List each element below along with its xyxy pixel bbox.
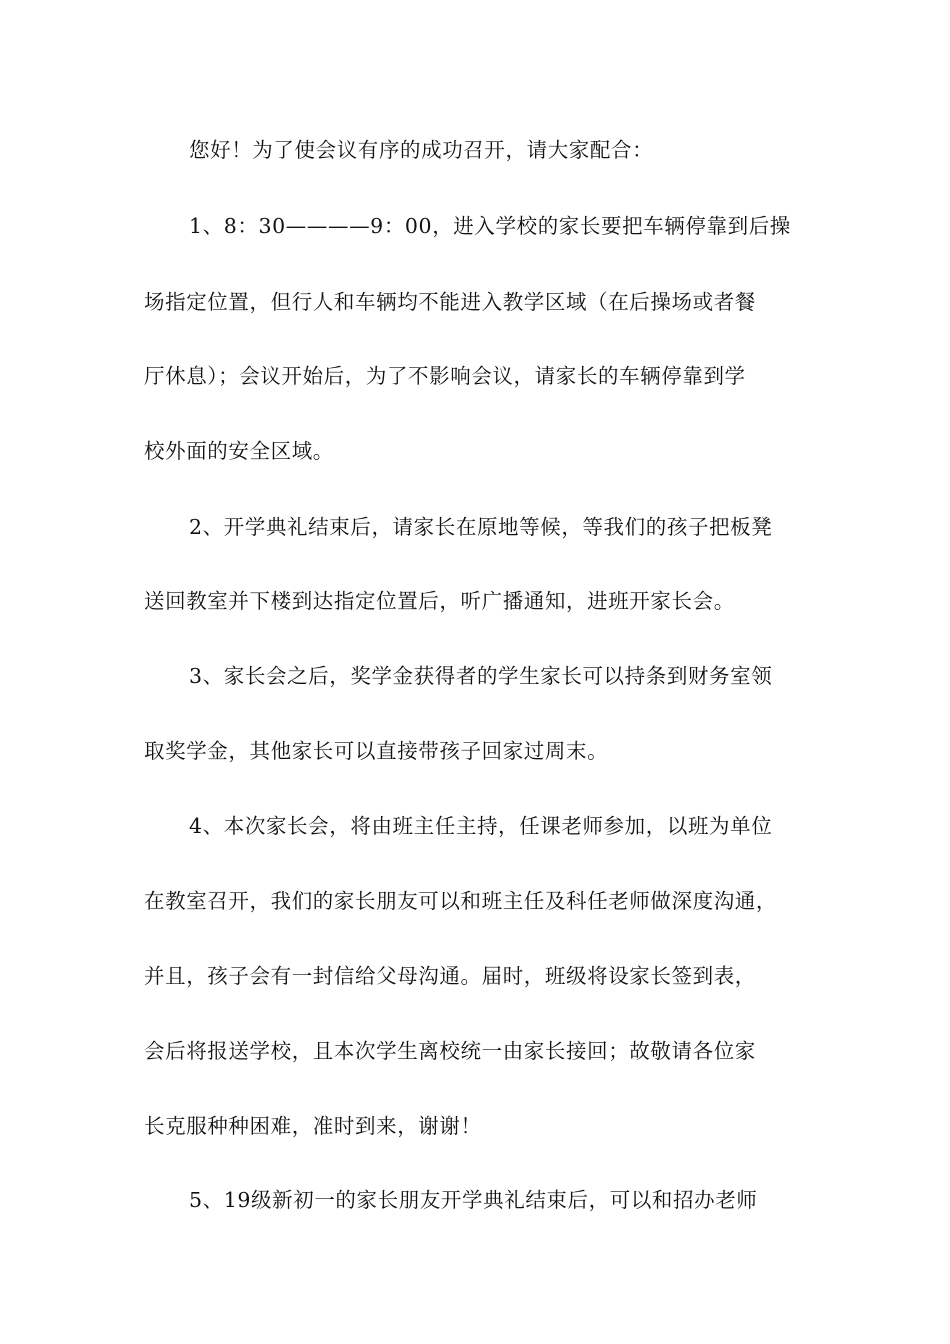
item-2-line-1: 2、开学典礼结束后，请家长在原地等候，等我们的孩子把板凳 xyxy=(189,515,773,539)
item-4-line-3: 并且，孩子会有一封信给父母沟通。届时，班级将设家长签到表， xyxy=(144,964,756,988)
item-1-line-2: 场指定位置，但行人和车辆均不能进入教学区域（在后操场或者餐 xyxy=(144,290,756,314)
item-1-line-3: 厅休息）；会议开始后，为了不影响会议，请家长的车辆停靠到学 xyxy=(144,364,746,388)
item-3-line-2: 取奖学金，其他家长可以直接带孩子回家过周末。 xyxy=(144,739,609,763)
item-4-line-1: 4、本次家长会，将由班主任主持，任课老师参加，以班为单位 xyxy=(189,814,773,838)
item-4-line-5: 长克服种种困难，准时到来，谢谢！ xyxy=(144,1114,482,1138)
item-1-line-1: 1、8：30————9：00，进入学校的家长要把车辆停靠到后操 xyxy=(189,214,791,238)
greeting-line: 您好！为了使会议有序的成功召开，请大家配合： xyxy=(189,138,654,162)
item-2-line-2: 送回教室并下楼到达指定位置后，听广播通知，进班开家长会。 xyxy=(144,589,735,613)
item-5-line-1: 5、19级新初一的家长朋友开学典礼结束后，可以和招办老师 xyxy=(189,1188,758,1212)
item-4-line-2: 在教室召开，我们的家长朋友可以和班主任及科任老师做深度沟通， xyxy=(144,889,777,913)
item-3-line-1: 3、家长会之后，奖学金获得者的学生家长可以持条到财务室领 xyxy=(189,664,773,688)
item-4-line-4: 会后将报送学校，且本次学生离校统一由家长接回；故敬请各位家 xyxy=(144,1039,756,1063)
item-1-line-4: 校外面的安全区域。 xyxy=(144,439,334,463)
